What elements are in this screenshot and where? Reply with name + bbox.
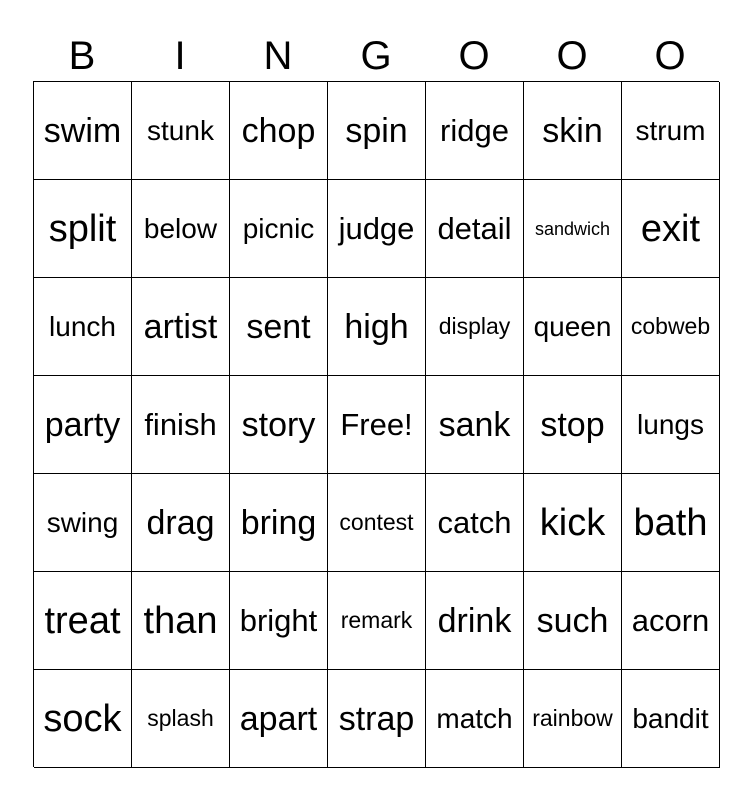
bingo-cell: sank xyxy=(426,376,524,474)
header-letter-2: I xyxy=(174,34,186,78)
bingo-cell: skin xyxy=(524,82,622,180)
bingo-cell: exit xyxy=(622,180,720,278)
bingo-cell: party xyxy=(34,376,132,474)
bingo-header xyxy=(33,30,719,82)
bingo-cell: high xyxy=(328,278,426,376)
bingo-cell: rainbow xyxy=(524,670,622,768)
header-letter-6: O xyxy=(556,34,588,78)
bingo-cell: drag xyxy=(132,474,230,572)
bingo-cell: lungs xyxy=(622,376,720,474)
bingo-cell: story xyxy=(230,376,328,474)
header-letter-1: B xyxy=(68,34,96,78)
bingo-cell: below xyxy=(132,180,230,278)
bingo-cell: contest xyxy=(328,474,426,572)
bingo-cell: bandit xyxy=(622,670,720,768)
bingo-cell: swim xyxy=(34,82,132,180)
bingo-cell: sent xyxy=(230,278,328,376)
bingo-cell: apart xyxy=(230,670,328,768)
bingo-cell: chop xyxy=(230,82,328,180)
bingo-cell: swing xyxy=(34,474,132,572)
bingo-cell: match xyxy=(426,670,524,768)
bingo-cell: spin xyxy=(328,82,426,180)
bingo-cell: artist xyxy=(132,278,230,376)
bingo-cell: such xyxy=(524,572,622,670)
bingo-cell: bring xyxy=(230,474,328,572)
bingo-cell: splash xyxy=(132,670,230,768)
bingo-cell: judge xyxy=(328,180,426,278)
bingo-cell: stunk xyxy=(132,82,230,180)
bingo-cell: treat xyxy=(34,572,132,670)
header-letter-5: O xyxy=(458,34,490,78)
bingo-cell: remark xyxy=(328,572,426,670)
bingo-cell: sandwich xyxy=(524,180,622,278)
bingo-cell: drink xyxy=(426,572,524,670)
bingo-cell: picnic xyxy=(230,180,328,278)
bingo-cell: strum xyxy=(622,82,720,180)
bingo-cell: than xyxy=(132,572,230,670)
bingo-cell: bath xyxy=(622,474,720,572)
bingo-cell: ridge xyxy=(426,82,524,180)
bingo-cell: queen xyxy=(524,278,622,376)
header-letter-7: O xyxy=(654,34,686,78)
bingo-cell: stop xyxy=(524,376,622,474)
bingo-cell: split xyxy=(34,180,132,278)
header-letter-3: N xyxy=(263,34,293,78)
bingo-cell: detail xyxy=(426,180,524,278)
bingo-cell: lunch xyxy=(34,278,132,376)
bingo-card-grid xyxy=(33,81,719,767)
bingo-cell: sock xyxy=(34,670,132,768)
bingo-cell: acorn xyxy=(622,572,720,670)
bingo-cell: catch xyxy=(426,474,524,572)
bingo-cell: display xyxy=(426,278,524,376)
header-letter-4: G xyxy=(360,34,392,78)
bingo-cell: bright xyxy=(230,572,328,670)
bingo-cell: kick xyxy=(524,474,622,572)
bingo-cell: cobweb xyxy=(622,278,720,376)
bingo-cell: finish xyxy=(132,376,230,474)
bingo-cell: strap xyxy=(328,670,426,768)
bingo-cell: Free! xyxy=(328,376,426,474)
